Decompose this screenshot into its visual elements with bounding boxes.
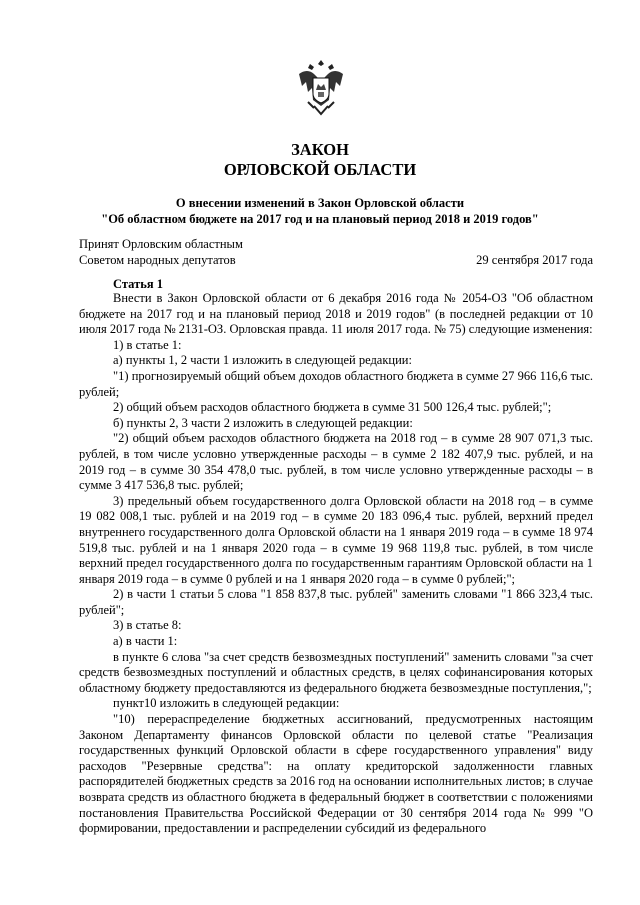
paragraph: б) пункты 2, 3 части 2 изложить в следующей редакции: — [113, 415, 413, 430]
law-title: ЗАКОН — [291, 140, 349, 159]
law-region: ОРЛОВСКОЙ ОБЛАСТИ — [223, 160, 417, 179]
paragraph: в пункте 6 слова "за счет средств безвозмездных поступлений" заменить словами "за счет средств безвозмездных поступлений и областных средств, в целях софинансирования которых областному бюджету предоставляются из федерального бюджета безвозмездные поступления,"; — [79, 649, 593, 695]
subtitle-line: "Об областном бюджете на 2017 год и на плановый период 2018 и 2019 годов" — [101, 212, 539, 226]
paragraph: 2) общий объем расходов областного бюджета в сумме 31 500 126,4 тыс. рублей;"; — [113, 400, 552, 415]
paragraph: "2) общий объем расходов областного бюджета на 2018 год – в сумме 28 907 071,3 тыс. рублей, в том числе условно утвержденные расходы – в сумме 2 182 407,9 тыс. рублей, и на 2019 год – в сумме 30 354 478,0 тыс. рублей, в том числе условно утвержденные расходы – в сумме 3 417 536,8 тыс. рублей; — [79, 431, 593, 493]
oryol-oblast-coat-of-arms-icon — [296, 56, 346, 118]
paragraph: 3) предельный объем государственного долга Орловской области на 2018 год – в сумме 19 082 008,1 тыс. рублей и на 2019 год – в сумме 20 183 096,4 тыс. рублей, верхний предел внутреннего государственного долга Орловской области на 1 января 2019 года – в сумме 18 974 519,8 тыс. рублей и на 1 января 2020 года – в сумме 19 968 119,8 тыс. рублей, в том числе верхний предел государственного долга по государственным гарантиям Орловской области на 1 января 2019 года – в сумме 0 рублей и на 1 января 2020 года – в сумме 0 рублей;"; — [79, 493, 593, 586]
adoption-date: 29 сентября 2017 года — [476, 253, 593, 267]
paragraph: а) пункты 1, 2 части 1 изложить в следующей редакции: — [113, 353, 412, 368]
paragraph: "10) перераспределение бюджетных ассигнований, предусмотренных настоящим Законом Департаменту финансов Орловской области по целевой статье "Реализация государственных функций Орловской области в сфере государственного управления" виду расходов "Резервные средства": на оплату кредиторской задолженности главных распорядителей бюджетных средств за 2016 год на основании исполнительных листов; в случае возврата средств из областного бюджета в федеральный бюджет в соответствии с положениями постановления Правительства Российской Федерации от 30 сентября 2014 года № 999 "О формировании, предоставлении и распределении субсидий из федерального — [79, 712, 593, 836]
subtitle-line: О внесении изменений в Закон Орловской области — [175, 196, 465, 210]
article-heading: Статья 1 — [113, 277, 163, 291]
adoption-line: Принят Орловским областным — [79, 237, 243, 251]
paragraph: пункт10 изложить в следующей редакции: — [113, 696, 340, 711]
adoption-line: Советом народных депутатов — [79, 253, 236, 267]
paragraph: а) в части 1: — [113, 634, 178, 649]
law-subtitle — [0, 195, 640, 227]
paragraph: Внести в Закон Орловской области от 6 декабря 2016 года № 2054-ОЗ "Об областном бюджете на 2017 год и на плановый период 2018 и 2019 годов" (в последней редакции от 10 июля 2017 года № 2131-ОЗ. Орловская правда. 11 июля 2017 года. № 75) следующие изменения: — [79, 291, 593, 337]
paragraph: 1) в статье 1: — [113, 337, 182, 352]
adoption-authority — [79, 236, 243, 268]
paragraph: 2) в части 1 статьи 5 слова "1 858 837,8 тыс. рублей" заменить словами "1 866 323,4 тыс. рублей"; — [79, 587, 593, 617]
paragraph: "1) прогнозируемый общий объем доходов областного бюджета в сумме 27 966 116,6 тыс. рублей; — [79, 368, 593, 399]
paragraph: 3) в статье 8: — [113, 618, 182, 633]
article-body — [79, 291, 593, 837]
